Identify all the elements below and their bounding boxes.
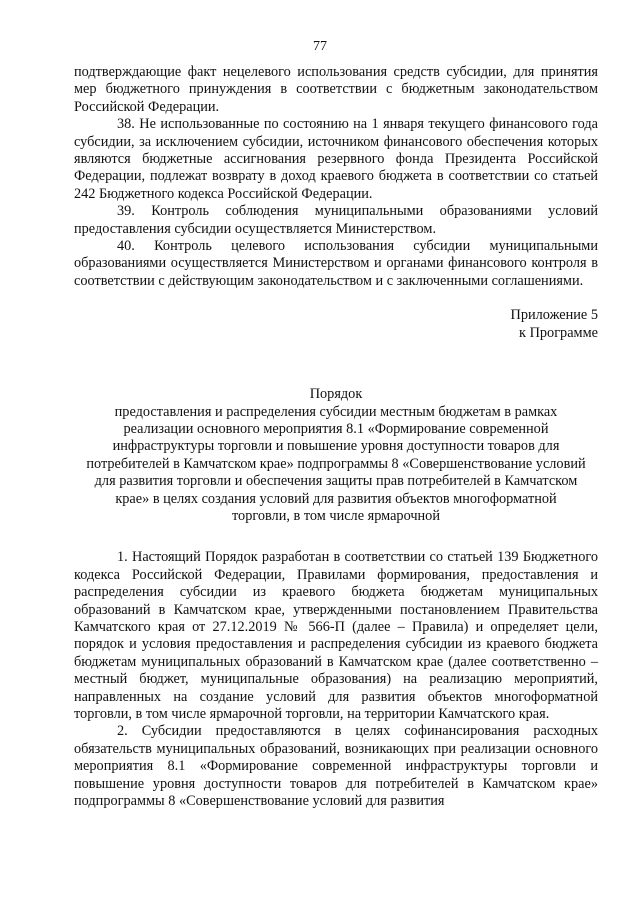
title-text: предоставления и распределения субсидии местным бюджетам в рамках реализации основного мероприятия 8.1 «Формирование современной инфраструктуры торговли и повышение уровня доступности товаров для потребителей в Камчатском крае» подпрограммы 8 «Совершенствование условий для развития торговли и обеспечения защиты прав потребителей в Камчатском крае» в целях создания условий для развития объектов многоформатной торговли, в том числе ярмарочной — [86, 403, 586, 524]
paragraph-1: 1. Настоящий Порядок разработан в соответствии со статьей 139 Бюджетного кодекса Российской Федерации, Правилами формирования, предоставления и распределения субсидии из краевого бюджета бюджетам муниципальных образований в Камчатском крае, утвержденными постановлением Правительства Камчатского края от 27.12.2019 № 566-П (далее – Правила) и определяет цели, порядок и условия предоставления и распределения субсидии из краевого бюджета бюджетам муниципальных образований в Камчатском крае (далее соответственно – местный бюджет, муниципальные образования) на реализацию мероприятий, направленных на создание условий для развития объектов многоформатной торговли, в том числе ярмарочной торговли, на территории Камчатского края. — [74, 549, 598, 722]
document-title — [74, 386, 598, 525]
title-heading: Порядок — [309, 386, 363, 403]
paragraph-40: 40. Контроль целевого использования субсидии муниципальными образованиями осуществляется Министерством и органами финансового контроля в соответствии с действующим законодательством и с заключенными соглашениями. — [74, 238, 598, 289]
appendix-label — [74, 307, 598, 342]
paragraph-39: 39. Контроль соблюдения муниципальными образованиями условий предоставления субсидии осуществляется Министерством. — [74, 203, 598, 237]
paragraph-2: 2. Субсидии предоставляются в целях софинансирования расходных обязательств муниципальных образований, возникающих при реализации основного мероприятия 8.1 «Формирование современной инфраструктуры торговли и повышение уровня доступности товаров для потребителей в Камчатском крае» подпрограммы 8 «Совершенствование условий для развития — [74, 723, 598, 810]
procedure-section — [74, 549, 598, 810]
paragraph-38: 38. Не использованные по состоянию на 1 января текущего финансового года субсидии, за исключением субсидии, источником финансового обеспечения которых являются бюджетные ассигнования резервного фонда Президента Российской Федерации, подлежат возврату в доход краевого бюджета в соответствии со статьей 242 Бюджетного кодекса Российской Федерации. — [74, 116, 598, 202]
appendix-line-1: Приложение 5 — [510, 307, 598, 324]
document-body — [74, 64, 598, 810]
paragraph-continuation: подтверждающие факт нецелевого использования средств субсидии, для принятия мер бюджетного принуждения в соответствии с бюджетным законодательством Российской Федерации. — [74, 64, 598, 115]
appendix-line-2: к Программе — [519, 324, 598, 341]
page-number: 77 — [313, 39, 327, 54]
